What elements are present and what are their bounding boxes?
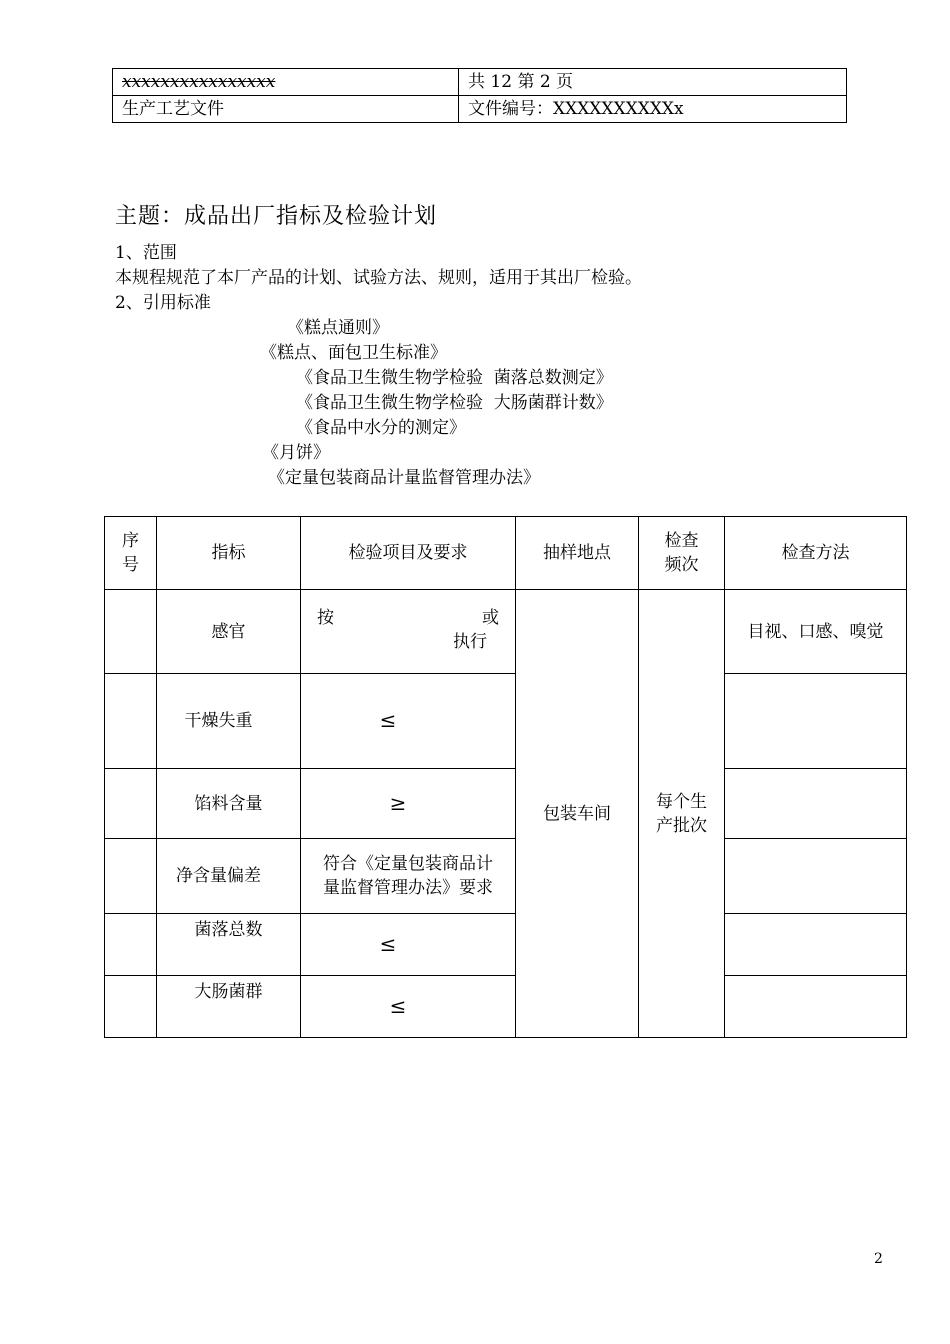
standard-item: 《食品卫生微生物学检验 菌落总数测定》 xyxy=(296,368,613,388)
col-header-method: 检查方法 xyxy=(725,517,907,590)
cell-method xyxy=(725,914,907,976)
req-text-c: 执行 xyxy=(453,632,487,652)
cell-method xyxy=(725,839,907,914)
cell-requirement xyxy=(301,590,516,674)
table-row xyxy=(105,839,907,914)
col-header-seq: 序 号 xyxy=(105,517,157,590)
cell-seq xyxy=(105,839,157,914)
cell-seq xyxy=(105,976,157,1038)
req-text-a: 按 xyxy=(317,608,334,628)
table-row xyxy=(105,914,907,976)
cell-method xyxy=(725,674,907,769)
standard-item: 《食品中水分的测定》 xyxy=(296,418,466,438)
cell-seq xyxy=(105,674,157,769)
cell-indicator: 馅料含量 xyxy=(157,769,301,839)
header-left-top: xxxxxxxxxxxxxxxx xyxy=(113,69,459,96)
col-header-items: 检验项目及要求 xyxy=(301,517,516,590)
cell-indicator: 菌落总数 xyxy=(157,914,301,976)
section1-text: 本规程规范了本厂产品的计划、试验方法、规则，适用于其出厂检验。 xyxy=(115,268,642,288)
req-text-b: 或 xyxy=(482,608,499,628)
cell-method xyxy=(725,769,907,839)
cell-sampling-location: 包装车间 xyxy=(516,590,639,1038)
section1-heading: 1、范围 xyxy=(115,243,177,263)
cell-frequency: 每个生 产批次 xyxy=(639,590,725,1038)
page-number: 2 xyxy=(874,1251,883,1267)
col-header-location: 抽样地点 xyxy=(516,517,639,590)
table-row xyxy=(105,590,907,674)
cell-seq xyxy=(105,769,157,839)
cell-method xyxy=(725,976,907,1038)
standard-item: 《月饼》 xyxy=(262,443,330,463)
page-title: 主题：成品出厂指标及检验计划 xyxy=(115,204,438,229)
document-header-table xyxy=(112,68,847,123)
cell-indicator: 干燥失重 xyxy=(157,674,301,769)
cell-indicator: 大肠菌群 xyxy=(157,976,301,1038)
standard-item: 《糕点通则》 xyxy=(287,318,389,338)
cell-requirement: ≤ xyxy=(301,914,516,976)
cell-requirement: ≤ xyxy=(301,674,516,769)
standard-item: 《定量包装商品计量监督管理办法》 xyxy=(268,468,540,488)
header-doc-type: 生产工艺文件 xyxy=(113,96,459,123)
inspection-plan-table xyxy=(104,516,907,1038)
section2-heading: 2、引用标准 xyxy=(115,293,211,313)
table-row xyxy=(105,674,907,769)
header-doc-number: 文件编号：XXXXXXXXXXx xyxy=(459,96,847,123)
standard-item: 《食品卫生微生物学检验 大肠菌群计数》 xyxy=(296,393,613,413)
standard-item: 《糕点、面包卫生标准》 xyxy=(260,343,447,363)
cell-indicator: 感官 xyxy=(157,590,301,674)
table-header-row xyxy=(105,517,907,590)
cell-requirement: 符合《定量包装商品计 量监督管理办法》要求 xyxy=(301,839,516,914)
cell-requirement: ≥ xyxy=(301,769,516,839)
col-header-indicator: 指标 xyxy=(157,517,301,590)
col-header-frequency: 检查 频次 xyxy=(639,517,725,590)
cell-seq xyxy=(105,914,157,976)
table-row xyxy=(105,976,907,1038)
cell-seq xyxy=(105,590,157,674)
header-page-count: 共 12 第 2 页 xyxy=(459,69,847,96)
table-row xyxy=(105,769,907,839)
cell-indicator: 净含量偏差 xyxy=(157,839,301,914)
cell-requirement: ≤ xyxy=(301,976,516,1038)
cell-method: 目视、口感、嗅觉 xyxy=(725,590,907,674)
